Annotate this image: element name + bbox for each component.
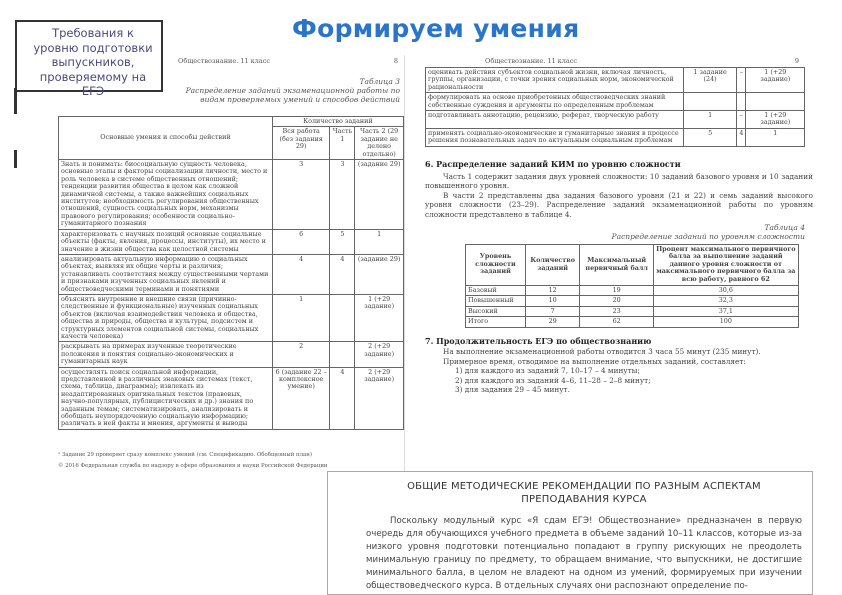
time-list: [425, 366, 813, 395]
table-row: [426, 111, 805, 129]
difficulty-table-header: Уровень сложности заданий: [466, 244, 526, 285]
left-page-header-subject: Обществознание. 11 класс: [178, 57, 271, 65]
count-all: [683, 93, 736, 111]
difficulty-table-cell: 12: [525, 285, 580, 296]
table-row: [59, 229, 404, 254]
page-title: Формируем умения: [292, 14, 580, 43]
count-all: 2: [272, 342, 330, 367]
difficulty-table-cell: Повышенный: [466, 296, 526, 307]
table-row: [59, 367, 404, 429]
section7-paragraph2: Примерное время, отводимое на выполнение отдельных заданий, составляет:: [443, 356, 746, 366]
difficulty-table-cell: 10: [525, 296, 580, 307]
section7-title: 7. Продолжительность ЕГЭ по обществознанию: [425, 335, 652, 346]
col-skills-header: Основные умения и способы действий: [59, 117, 273, 160]
count-part2: [746, 93, 805, 111]
table-row: [59, 342, 404, 367]
count-part1: [330, 294, 355, 341]
difficulty-table-header: Максимальный первичный балл: [580, 244, 654, 285]
col-count-header: Количество заданий: [272, 117, 403, 127]
skills-table: [58, 116, 404, 430]
skill-description: характеризовать с научных позиций основные социальные объекты (факты, явления, процессы, институты), их место и значение в жизни общества как целостной системы: [59, 229, 273, 254]
table-row: [426, 128, 805, 146]
table-row: [466, 296, 799, 307]
left-edge-mark: [14, 88, 17, 114]
table4-caption: Распределение заданий по уровням сложности: [611, 231, 805, 241]
count-all: 1 задание (24): [683, 68, 736, 93]
difficulty-table-cell: 62: [580, 317, 654, 328]
count-all: 1: [683, 111, 736, 129]
count-part1: 5: [330, 229, 355, 254]
requirements-callout: Требования к уровню подготовки выпускников, проверяемому на ЕГЭ: [15, 20, 163, 92]
list-item: 1) для каждого из заданий 7, 10–17 – 4 минуты;: [455, 366, 640, 376]
section6-paragraph1: Часть 1 содержит задания двух уровней сложности: 10 заданий базового уровня и 10 заданий повышенного уровня.: [425, 171, 813, 191]
list-item: 3) для задания 29 – 45 минут.: [455, 385, 570, 395]
difficulty-table-cell: 23: [580, 306, 654, 317]
right-page-header-subject: Обществознание. 11 класс: [485, 57, 578, 65]
right-page-number: 9: [794, 57, 799, 65]
difficulty-table: [465, 244, 799, 328]
count-part2: 2 (+29 задание): [355, 342, 404, 367]
count-part1: [330, 342, 355, 367]
count-part2: (задание 29): [355, 160, 404, 230]
skill-description: объяснять внутренние и внешние связи (причинно-следственные и функциональные) изученных социальных объектов (включая взаимодействия человека и общества, общества и природы, общества и культуры, подсистем и структурных элементов социальной системы, социальных качеств человека): [59, 294, 273, 341]
col-all-header: Вся работа (без задания 29): [272, 127, 330, 160]
difficulty-table-header: Процент максимального первичного балла за выполнение заданий данного уровня сложности от максимального первичного балла за всю работу, равного 62: [653, 244, 798, 285]
count-part2: (задание 29): [355, 254, 404, 294]
difficulty-table-cell: Базовый: [466, 285, 526, 296]
count-part1: 4: [330, 367, 355, 429]
count-part1: –: [737, 68, 746, 93]
skill-description: анализировать актуальную информацию о социальных объектах, выявляя их общие черты и различия; устанавливать соответствия между существенными чертами и признаками изученных социальных явлений и обществоведческими терминами и понятиями: [59, 254, 273, 294]
count-part1: 3: [330, 160, 355, 230]
left-copyright: © 2016 Федеральная служба по надзору в сфере образования и науки Российской Федерации: [58, 462, 328, 469]
recommendations-title-line1: ОБЩИЕ МЕТОДИЧЕСКИЕ РЕКОМЕНДАЦИИ ПО РАЗНЫМ АСПЕКТАМ: [407, 481, 761, 492]
count-part2: 2 (+29 задание): [355, 367, 404, 429]
count-part1: 4: [330, 254, 355, 294]
count-all: 4: [272, 254, 330, 294]
skill-description: применять социально-экономические и гуманитарные знания в процессе решения познавательных задач по актуальным социальным проблемам: [426, 128, 684, 146]
col-part1-header: Часть 1: [330, 127, 355, 160]
section7-paragraph1: На выполнение экзаменационной работы отводится 3 часа 55 минут (235 минут).: [443, 346, 761, 356]
count-part2: 1: [746, 128, 805, 146]
recommendations-body: Поскольку модульный курс «Я сдам ЕГЭ! Обществознание» предназначен в первую очередь для обучающихся учебного предмета в объеме заданий 10–11 классов, которые из-за низкого уровня подготовки потенциально попадают в группу рискующих не преодолеть минимальную границу по предмету, то обращаем внимание, что выпускники, не достигшие минимального балла, в целом не владеют на одном из умений, формируемых при изучении обществоведческого курса. В отдельных случаях они распознают определение по-: [366, 516, 802, 591]
difficulty-table-cell: 37,1: [653, 306, 798, 317]
table4-label: Таблица 4: [764, 222, 805, 232]
count-part2: 1 (+29 задание): [746, 111, 805, 129]
count-part1: –: [737, 111, 746, 129]
left-edge-mark: [14, 150, 17, 168]
list-item: 2) для каждого из заданий 4–6, 11–28 – 2–8 минут;: [455, 375, 651, 385]
section6-title: 6. Распределение заданий КИМ по уровню сложности: [425, 158, 681, 169]
table-row: [426, 68, 805, 93]
difficulty-table-header: Количество заданий: [525, 244, 580, 285]
count-part1: 4: [737, 128, 746, 146]
difficulty-table-cell: 19: [580, 285, 654, 296]
skill-description: осуществлять поиск социальной информации, представленной в различных знаковых системах (текст, схема, таблица, диаграмма); извлекать из неадаптированных оригинальных текстов (правовых, научно-популярных, публицистических и др.) знания по заданным темам; систематизировать, анализировать и обобщать неупорядоченную социальную информацию; различать в ней факты и мнения, аргументы и выводы: [59, 367, 273, 429]
section6-paragraph2: В части 2 представлены два задания базового уровня (21 и 22) и семь заданий высокого уровня сложности (23–29). Распределение заданий экзаменационной работы по уровням сложности представлено в таблице 4.: [425, 190, 813, 220]
difficulty-table-cell: Итого: [466, 317, 526, 328]
difficulty-table-cell: 7: [525, 306, 580, 317]
skill-description: Знать и понимать: биосоциальную сущность человека, основные этапы и факторы социализации личности, место и роль человека в системе общественных отношений; тенденции развития общества в целом как сложной динамичной системы, а также важнейших социальных институтов; необходимость регулирования общественных отношений, сущность социальных норм, механизмы правового регулирования; особенности социально-гуманитарного познания: [59, 160, 273, 230]
skill-description: раскрывать на примерах изученные теоретические положения и понятия социально-экономических и гуманитарных наук: [59, 342, 273, 367]
difficulty-table-cell: 30,6: [653, 285, 798, 296]
skill-description: оценивать действия субъектов социальной жизни, включая личность, группы, организации, с точки зрения социальных норм, экономической рациональности: [426, 68, 684, 93]
count-all: 3: [272, 160, 330, 230]
difficulty-table-cell: Высокий: [466, 306, 526, 317]
count-all: 5: [683, 128, 736, 146]
difficulty-table-cell: 32,3: [653, 296, 798, 307]
count-part1: [737, 93, 746, 111]
table-row: [59, 294, 404, 341]
table-row: [466, 285, 799, 296]
difficulty-table-cell: 100: [653, 317, 798, 328]
count-part2: 1 (+29 задание): [746, 68, 805, 93]
recommendations-box: [327, 471, 813, 595]
table3-label: Таблица 3: [359, 77, 400, 86]
recommendations-title-line2: ПРЕПОДАВАНИЯ КУРСА: [521, 494, 647, 505]
count-part2: 1: [355, 229, 404, 254]
skill-description: формулировать на основе приобретенных обществоведческих знаний собственные суждения и аргументы по определенным проблемам: [426, 93, 684, 111]
table-row: [466, 306, 799, 317]
count-all: 6: [272, 229, 330, 254]
count-all: 1: [272, 294, 330, 341]
table-row: [59, 254, 404, 294]
table3-caption: Распределение заданий экзаменационной работы по видам проверяемых умений и способов действий: [185, 86, 400, 104]
table-row: [426, 93, 805, 111]
count-part2: 1 (+29 задание): [355, 294, 404, 341]
difficulty-table-cell: 29: [525, 317, 580, 328]
left-page-number: 8: [393, 57, 398, 65]
table-row: [466, 317, 799, 328]
left-footnote: ¹ Задание 29 проверяет сразу комплекс умений (см. Спецификацию. Обобщенный план): [58, 451, 312, 458]
right-page-header: [425, 55, 813, 65]
skills-table-continued: [425, 67, 805, 147]
col-part2-header: Часть 2 (29 задание не делено отдельно): [355, 127, 404, 160]
difficulty-table-cell: 20: [580, 296, 654, 307]
table-row: [59, 160, 404, 230]
skill-description: подготавливать аннотацию, рецензию, реферат, творческую работу: [426, 111, 684, 129]
count-all: 6 (задание 22 – комплексное умение): [272, 367, 330, 429]
